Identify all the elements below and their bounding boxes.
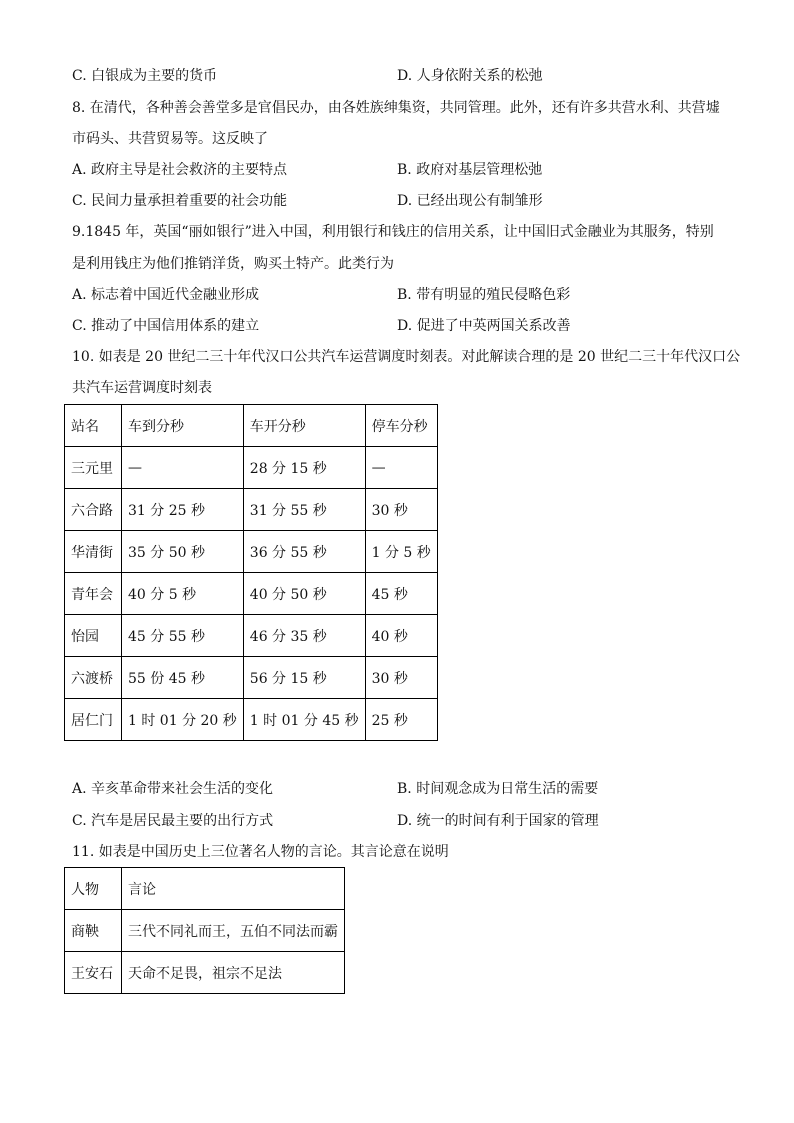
table-cell: 1 时 01 分 20 秒 bbox=[122, 699, 244, 741]
table-row bbox=[65, 657, 438, 699]
table-row bbox=[65, 952, 345, 994]
table-row bbox=[65, 531, 438, 573]
table-cell: 华清街 bbox=[65, 531, 122, 573]
table-cell: 30 秒 bbox=[365, 657, 437, 699]
q7-option-d: D. 人身依附关系的松弛 bbox=[397, 68, 543, 84]
table-cell: — bbox=[365, 447, 437, 489]
q8-option-a: A. 政府主导是社会救济的主要特点 bbox=[72, 162, 288, 178]
table-cell: 王安石 bbox=[65, 952, 122, 994]
header-cell: 停车分秒 bbox=[365, 405, 437, 447]
table-cell: 30 秒 bbox=[365, 489, 437, 531]
table-cell: 居仁门 bbox=[65, 699, 122, 741]
table-cell: 40 分 5 秒 bbox=[122, 573, 244, 615]
bus-schedule-table bbox=[64, 404, 438, 741]
header-cell: 车到分秒 bbox=[122, 405, 244, 447]
table-cell: 31 分 55 秒 bbox=[243, 489, 365, 531]
q8-stem-line1: 8. 在清代，各种善会善堂多是官倡民办，由各姓族绅集资，共同管理。此外，还有许多共营水利、共营墟 bbox=[72, 100, 720, 116]
q11-stem-line1: 11. 如表是中国历史上三位著名人物的言论。其言论意在说明 bbox=[72, 844, 449, 860]
table-row bbox=[65, 699, 438, 741]
table-cell: 28 分 15 秒 bbox=[243, 447, 365, 489]
table-cell: 25 秒 bbox=[365, 699, 437, 741]
q10-stem-line1: 10. 如表是 20 世纪二三十年代汉口公共汽车运营调度时刻表。对此解读合理的是 20 世纪二三十年代汉口公 bbox=[72, 349, 741, 365]
q8-option-b: B. 政府对基层管理松弛 bbox=[397, 162, 543, 178]
q8-option-d: D. 已经出现公有制雏形 bbox=[397, 193, 543, 209]
q10-option-d: D. 统一的时间有利于国家的管理 bbox=[397, 813, 599, 829]
q10-stem-line2: 共汽车运营调度时刻表 bbox=[72, 380, 212, 396]
table-cell: 40 秒 bbox=[365, 615, 437, 657]
table-cell: 三元里 bbox=[65, 447, 122, 489]
table-row bbox=[65, 910, 345, 952]
header-cell: 车开分秒 bbox=[243, 405, 365, 447]
table-cell: 天命不足畏，祖宗不足法 bbox=[122, 952, 345, 994]
q9-option-c: C. 推动了中国信用体系的建立 bbox=[72, 318, 260, 334]
q10-option-a: A. 辛亥革命带来社会生活的变化 bbox=[72, 781, 274, 797]
table-cell: 怡园 bbox=[65, 615, 122, 657]
q8-stem-line2: 市码头、共营贸易等。这反映了 bbox=[72, 131, 268, 147]
quotes-table bbox=[64, 867, 345, 994]
table-cell: 三代不同礼而王，五伯不同法而霸 bbox=[122, 910, 345, 952]
table-cell: 46 分 35 秒 bbox=[243, 615, 365, 657]
q7-option-c: C. 白银成为主要的货币 bbox=[72, 68, 218, 84]
table-cell: 1 时 01 分 45 秒 bbox=[243, 699, 365, 741]
header-cell: 言论 bbox=[122, 868, 345, 910]
table-cell: 35 分 50 秒 bbox=[122, 531, 244, 573]
table-row bbox=[65, 447, 438, 489]
table-cell: 45 分 55 秒 bbox=[122, 615, 244, 657]
table-cell: 36 分 55 秒 bbox=[243, 531, 365, 573]
table-cell: 45 秒 bbox=[365, 573, 437, 615]
table-row bbox=[65, 489, 438, 531]
q9-option-b: B. 带有明显的殖民侵略色彩 bbox=[397, 287, 571, 303]
q10-option-c: C. 汽车是居民最主要的出行方式 bbox=[72, 813, 274, 829]
table-row bbox=[65, 615, 438, 657]
q9-option-a: A. 标志着中国近代金融业形成 bbox=[72, 287, 260, 303]
table-cell: 56 分 15 秒 bbox=[243, 657, 365, 699]
header-cell: 站名 bbox=[65, 405, 122, 447]
table-header-row bbox=[65, 868, 345, 910]
table-cell: 商鞅 bbox=[65, 910, 122, 952]
q8-option-c: C. 民间力量承担着重要的社会功能 bbox=[72, 193, 288, 209]
table-cell: 六渡桥 bbox=[65, 657, 122, 699]
header-cell: 人物 bbox=[65, 868, 122, 910]
table-row bbox=[65, 573, 438, 615]
table-cell: 40 分 50 秒 bbox=[243, 573, 365, 615]
table-cell: 55 份 45 秒 bbox=[122, 657, 244, 699]
q10-option-b: B. 时间观念成为日常生活的需要 bbox=[397, 781, 599, 797]
q9-stem-line1: 9.1845 年，英国“丽如银行”进入中国，利用银行和钱庄的信用关系，让中国旧式金融业为其服务，特别 bbox=[72, 224, 714, 240]
table-cell: 青年会 bbox=[65, 573, 122, 615]
table-header-row bbox=[65, 405, 438, 447]
table-cell: 31 分 25 秒 bbox=[122, 489, 244, 531]
q9-stem-line2: 是利用钱庄为他们推销洋货，购买土特产。此类行为 bbox=[72, 256, 394, 272]
table-cell: — bbox=[122, 447, 244, 489]
table-cell: 1 分 5 秒 bbox=[365, 531, 437, 573]
table-cell: 六合路 bbox=[65, 489, 122, 531]
q9-option-d: D. 促进了中英两国关系改善 bbox=[397, 318, 571, 334]
